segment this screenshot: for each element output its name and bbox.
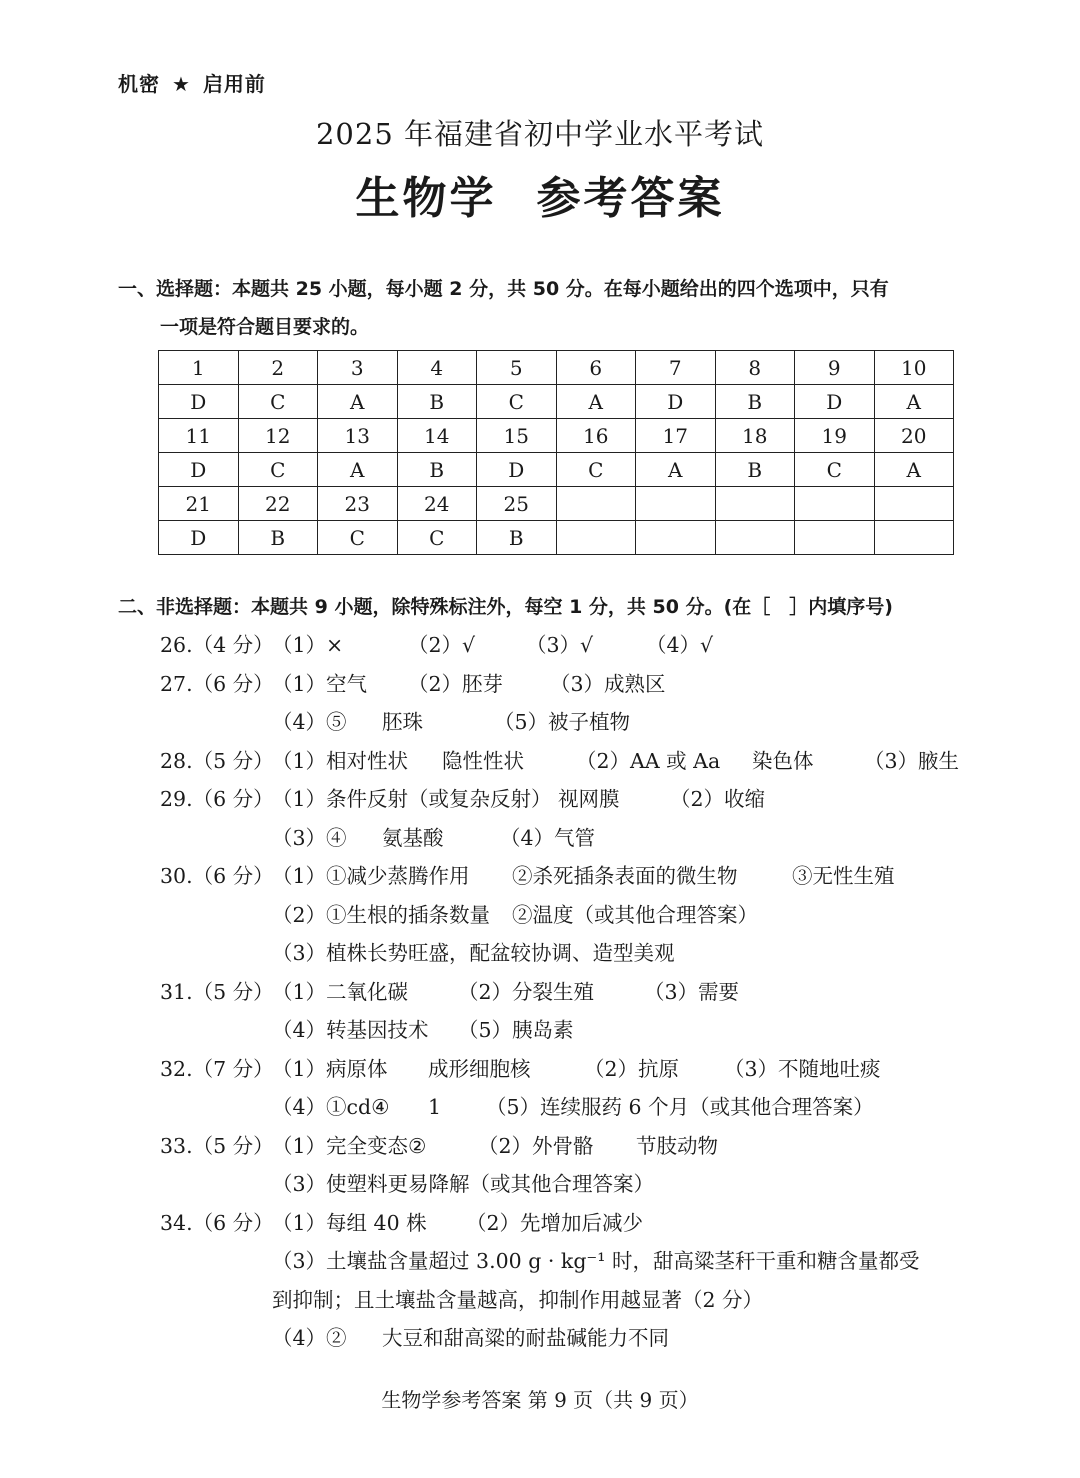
question-number-cell: 14 [397,419,477,453]
answer-part: （2）胚芽 [408,671,504,696]
answer-part: （2）收缩 [670,787,766,811]
answer-part: ②温度（或其他合理答案） [512,902,758,927]
question-number-cell: 12 [238,419,318,453]
answer-part: （4）转基因技术 [272,1018,429,1042]
question-number-cell: 19 [795,419,875,453]
answer-part: 胚珠 [382,710,423,734]
section1-heading [118,270,968,346]
answer-part: （3）使塑料更易降解（或其他合理答案） [272,1172,655,1196]
section2-heading: 二、非选择题：本题共 9 小题，除特殊标注外，每空 1 分，共 50 分。(在［ ］内填序号) [118,596,893,618]
question-number-cell: 8 [715,351,795,385]
answer-cell: C [795,453,875,487]
answer-part: （1）条件反射（或复杂反射） [272,787,552,811]
question-number-cell: 9 [795,351,875,385]
answer-list [160,626,970,1358]
question-number-cell: 7 [636,351,716,385]
answer-q27 [160,665,970,704]
answer-q30 [160,857,970,896]
question-number: 33.（5 分） [160,1133,274,1158]
answer-part: ② [408,1133,427,1158]
section1-heading-line1: 一、选择题：本题共 25 小题，每小题 2 分，共 50 分。在每小题给出的四个选项中，只有 [118,278,889,300]
star-icon: ★ [172,72,191,96]
question-number: 27.（6 分） [160,671,274,696]
question-number-cell: 2 [238,351,318,385]
answer-part: （2）外骨骼 [478,1133,594,1158]
table-row [159,487,954,521]
answer-cell: C [318,521,398,555]
question-number-cell [795,487,875,521]
answer-part: 隐性性状 [442,748,524,773]
confidential-text: 机密 [118,72,160,96]
answer-cell: D [477,453,557,487]
table-row [159,521,954,555]
question-number-cell: 15 [477,419,557,453]
answer-cell: A [556,385,636,419]
answer-part: （4）①cd④ [272,1095,390,1119]
answer-part: （3）不随地吐痰 [724,1056,881,1081]
question-number: 29.（6 分） [160,787,274,811]
answer-part: （3）需要 [644,979,740,1004]
answer-part: （5）被子植物 [494,710,631,734]
question-number-cell: 1 [159,351,239,385]
answer-cell [795,521,875,555]
answer-cell: C [397,521,477,555]
question-number: 28.（5 分） [160,748,274,773]
confidential-label [118,68,266,97]
answer-q27-cont [160,703,970,742]
answer-q28 [160,742,970,781]
answer-part: （3）植株长势旺盛，配盆较协调、造型美观 [272,941,675,965]
answer-part: （2）AA 或 Aa [576,748,721,773]
answer-part: 1 [428,1095,442,1119]
answer-part: （1）× [272,633,344,657]
answer-part: （1）①减少蒸腾作用 [272,864,470,888]
answer-part: （3）√ [526,633,594,657]
question-number: 26.（4 分） [160,633,274,657]
answer-part: （3）土壤盐含量超过 3.00 g · kg⁻¹ 时，甜高粱茎秆干重和糖含量都受到抑制；且土壤盐含量越高，抑制作用越显著（2 分） [272,1249,920,1312]
page-footer: 生物学参考答案 第 9 页（共 9 页） [381,1388,699,1412]
answer-cell [874,521,954,555]
answer-part: （1）空气 [272,671,368,696]
question-number-cell: 4 [397,351,477,385]
answer-part: （3）④ [272,825,347,850]
question-number-cell: 5 [477,351,557,385]
answer-part: （2）①生根的插条数量 [272,902,491,927]
question-number: 34.（6 分） [160,1210,274,1235]
question-number-cell: 10 [874,351,954,385]
table-row [159,419,954,453]
answer-cell: B [397,385,477,419]
question-number-cell: 21 [159,487,239,521]
question-number-cell: 20 [874,419,954,453]
answer-cell: A [874,453,954,487]
answer-cell: A [874,385,954,419]
answer-cell: C [556,453,636,487]
answer-cell [636,521,716,555]
answer-part: （4）② [272,1326,347,1350]
answer-part: ②杀死插条表面的微生物 [512,864,738,888]
answer-part: （5）连续服药 6 个月（或其他合理答案） [486,1095,874,1119]
document-title [0,162,1080,226]
answer-q30-cont [160,896,970,935]
question-number-cell: 24 [397,487,477,521]
answer-part: 氨基酸 [382,825,444,850]
question-number-cell: 13 [318,419,398,453]
answer-q29 [160,780,970,819]
answer-cell: B [715,385,795,419]
answer-q32-cont [160,1088,970,1127]
answer-cell: B [715,453,795,487]
answer-q29-cont [160,819,970,858]
answer-part: （1）病原体 [272,1056,388,1081]
answer-part: 成形细胞核 [428,1056,531,1081]
question-number-cell: 6 [556,351,636,385]
question-number-cell: 18 [715,419,795,453]
answer-part: 大豆和甜高粱的耐盐碱能力不同 [382,1326,669,1350]
answer-q30-cont2 [160,934,970,973]
table-row [159,351,954,385]
table-row [159,385,954,419]
answer-cell: C [238,453,318,487]
answer-cell: D [795,385,875,419]
question-number-cell: 22 [238,487,318,521]
answer-q34 [160,1204,970,1243]
question-number: 30.（6 分） [160,864,274,888]
answer-cell: B [238,521,318,555]
answer-q34-cont [160,1242,970,1319]
question-number: 31.（5 分） [160,979,274,1004]
answer-q26 [160,626,970,665]
answer-cell: A [318,453,398,487]
question-number-cell: 23 [318,487,398,521]
answer-cell: D [159,385,239,419]
question-number-cell [715,487,795,521]
answer-cell [715,521,795,555]
question-number-cell: 17 [636,419,716,453]
answer-q32 [160,1050,970,1089]
subject-title: 生物学 [355,173,497,224]
answer-part: 节肢动物 [636,1133,718,1158]
answer-cell: A [636,453,716,487]
answer-part: （4）气管 [500,825,596,850]
question-number-cell [556,487,636,521]
answer-q34-cont2 [160,1319,970,1358]
answer-cell: A [318,385,398,419]
answer-cell: B [397,453,477,487]
answer-q33-cont [160,1165,970,1204]
question-number: 32.（7 分） [160,1056,274,1081]
question-number-cell: 3 [318,351,398,385]
answer-part: ③无性生殖 [792,864,895,888]
answer-cell: C [477,385,557,419]
question-number-cell: 11 [159,419,239,453]
table-row [159,453,954,487]
answer-cell: B [477,521,557,555]
answer-part: （1）二氧化碳 [272,979,409,1004]
question-number-cell [636,487,716,521]
answer-part: （3）腋生 [864,748,960,773]
answer-part: （2）分裂生殖 [458,979,595,1004]
answer-cell: D [159,453,239,487]
doc-type-title: 参考答案 [536,173,725,224]
answer-part: 染色体 [752,748,814,773]
answer-cell [556,521,636,555]
section1-heading-line2: 一项是符合题目要求的。 [160,316,370,338]
answer-part: （1）每组 40 株 [272,1210,427,1235]
answer-cell: C [238,385,318,419]
question-number-cell: 25 [477,487,557,521]
answer-q31 [160,973,970,1012]
answer-cell: D [159,521,239,555]
exam-title: 2025 年福建省初中学业水平考试 [315,117,765,151]
answer-cell: D [636,385,716,419]
choice-answer-table [158,350,954,555]
answer-part: （3）成熟区 [550,671,666,696]
answer-part: （4）√ [646,633,714,657]
answer-part: 视网膜 [558,787,620,811]
answer-part: （1）完全变态 [272,1133,409,1158]
answer-part: （4）⑤ [272,710,347,734]
answer-part: （2）抗原 [584,1056,680,1081]
question-number-cell [874,487,954,521]
answer-part: （1）相对性状 [272,748,409,773]
answer-part: （2）√ [408,633,476,657]
answer-q33 [160,1127,970,1166]
answer-part: （2）先增加后减少 [466,1210,644,1235]
confidential-suffix: 启用前 [202,72,266,96]
answer-part: （5）胰岛素 [458,1018,574,1042]
question-number-cell: 16 [556,419,636,453]
answer-q31-cont [160,1011,970,1050]
